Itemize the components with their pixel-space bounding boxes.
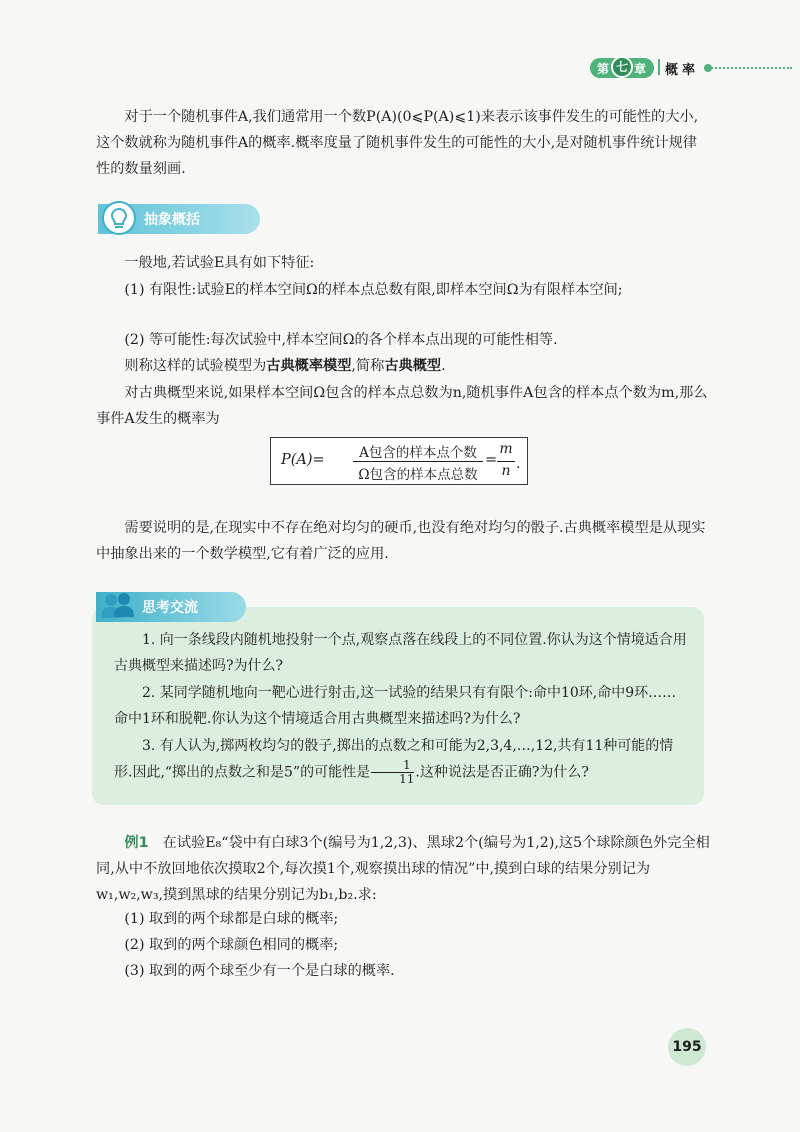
example-1 (96, 830, 710, 908)
formula-denominator: Ω包含的样本点总数 (358, 467, 478, 483)
formula-fraction (353, 441, 483, 482)
fraction-one-eleventh (371, 759, 414, 786)
formula-lhs: P(A)= (281, 452, 325, 468)
fraction-denominator: 11 (399, 772, 415, 786)
chapter-number: 七 (611, 56, 633, 78)
chapter-title: 概率 (665, 63, 700, 78)
feature-equal-likelihood: (2) 等可能性:每次试验中,样本空间Ω的各个样本点出现的可能性相等. (124, 332, 558, 348)
term-classical-probability-model: 古典概率模型 (266, 358, 352, 374)
formula-equals: = (485, 452, 498, 468)
fraction-bar (353, 461, 483, 462)
think-discuss-tag (96, 592, 246, 622)
term-classical-model: 古典概型 (384, 358, 442, 374)
lightbulb-icon (100, 200, 140, 238)
abstract-summary-tag (98, 204, 260, 234)
definition-prefix: 则称这样的试验模型为 (124, 358, 267, 374)
example-question-2: (2) 取到的两个球颜色相同的概率; (124, 937, 339, 953)
formula-m-over-n (497, 441, 515, 482)
formula-m: m (499, 441, 513, 457)
question-1: 1. 向一条线段内随机地投射一个点,观察点落在线段上的不同位置.你认为这个情境适合用古典概型来描述吗?为什么? (114, 632, 687, 674)
abstract-lead: 一般地,若试验E具有如下特征: (124, 255, 315, 271)
feature-finiteness: (1) 有限性:试验E的样本空间Ω的样本点总数有限,即样本空间Ω为有限样本空间; (124, 282, 623, 298)
example-question-1: (1) 取到的两个球都是白球的概率; (124, 911, 339, 927)
formula-period: . (516, 456, 521, 472)
definition-line (96, 353, 710, 379)
intro-paragraph: 对于一个随机事件A,我们通常用一个数P(A)(0⩽P(A)⩽1)来表示该事件发生的可能性的大小,这个数就称为随机事件A的概率.概率度量了随机事件发生的可能性的大小,是对随机事件统计规律性的数量刻画. (96, 109, 699, 177)
question-3-text: 3. 有人认为,掷两枚均匀的骰子,掷出的点数之和可能为2,3,4,…,12,共有11种可能的情形.因此,“掷出的点数之和是5”的可能性是 (114, 738, 674, 781)
example-question-3: (3) 取到的两个球至少有一个是白球的概率. (124, 963, 395, 979)
formula-n: n (501, 463, 511, 479)
question-2: 2. 某同学随机地向一靶心进行射击,这一试验的结果只有有限个:命中10环,命中9环……命中1环和脱靶.你认为这个情境适合用古典概型来描述吗?为什么? (114, 685, 677, 727)
chapter-header (590, 58, 790, 80)
definition-end: . (441, 358, 446, 374)
question-3-end: .这种说法是否正确?为什么? (415, 764, 589, 781)
question-3 (114, 733, 690, 786)
formula-numerator: A包含的样本点个数 (359, 445, 477, 461)
note-paragraph: 需要说明的是,在现实中不存在绝对均匀的硬币,也没有绝对均匀的骰子.古典概率模型是从现实中抽象出来的一个数学模型,它有着广泛的应用. (96, 520, 706, 562)
probability-formula-box (270, 437, 528, 485)
fraction-bar (497, 461, 515, 462)
fraction-numerator: 1 (402, 758, 411, 772)
probability-definition-paragraph: 对古典概型来说,如果样本空间Ω包含的样本点总数为n,随机事件A包含的样本点个数为m,那么事件A发生的概率为 (96, 385, 708, 427)
chapter-prefix: 第 (597, 62, 610, 76)
think-discuss-label: 思考交流 (142, 600, 198, 616)
definition-middle: ,简称 (351, 358, 385, 374)
header-dotted-line (708, 67, 792, 69)
header-divider (658, 59, 660, 75)
chapter-suffix: 章 (634, 62, 647, 76)
people-icon (98, 588, 138, 626)
page-number: 195 (668, 1028, 706, 1066)
abstract-summary-label: 抽象概括 (144, 212, 200, 228)
example-text: 在试验E₈“袋中有白球3个(编号为1,2,3)、黑球2个(编号为1,2),这5个球除颜色外完全相同,从中不放回地依次摸取2个,每次摸1个,观察摸出球的情况”中,摸到白球的结果分别记为w₁,w₂,w₃,摸到黑球的结果分别记为b₁,b₂.求: (96, 835, 710, 903)
example-label: 例1 (124, 835, 149, 851)
